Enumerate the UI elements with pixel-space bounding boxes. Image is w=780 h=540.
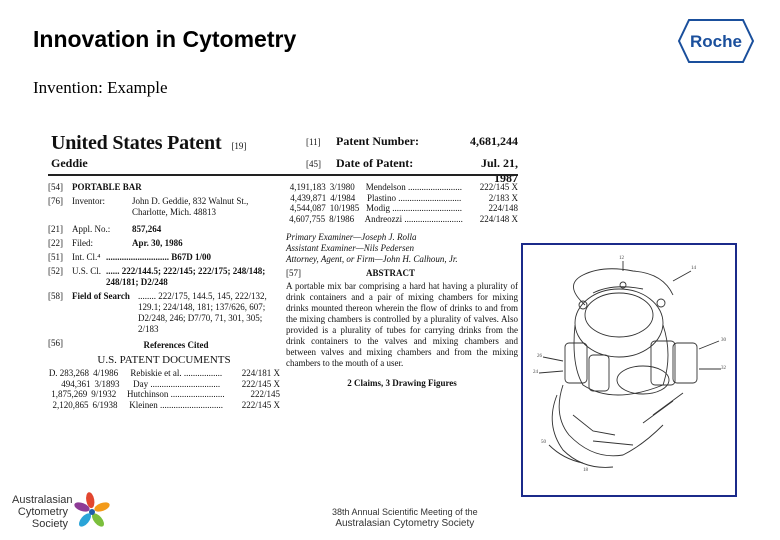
reference-cell: 222/145 X — [241, 399, 280, 410]
reference-cell: 4,191,183 — [289, 182, 326, 192]
svg-text:12: 12 — [619, 256, 624, 261]
field-code: [51] — [48, 252, 63, 262]
patent-date-code: [45] — [306, 159, 321, 169]
reference-cell: 8/1986 — [329, 213, 355, 224]
reference-cell: 4,544,087 — [289, 203, 326, 213]
slide-subtitle: Invention: Example — [33, 78, 168, 97]
society-name — [12, 494, 73, 530]
society-line: Society — [31, 518, 68, 530]
patent-left-column — [48, 182, 280, 410]
svg-text:26: 26 — [537, 354, 542, 359]
field-value: John D. Geddie, 832 Walnut St., Charlotte, Mich. 48813 — [132, 196, 249, 217]
attorney: Attorney, Agent, or Firm—John H. Calhoun, Jr. — [286, 254, 458, 264]
abstract-code: [57] — [286, 268, 301, 278]
reference-cell: 222/145 X — [241, 378, 280, 389]
patent-number-code: [11] — [306, 137, 321, 147]
field-value: Apr. 30, 1986 — [132, 238, 183, 248]
svg-text:18: 18 — [583, 468, 588, 473]
reference-cell: 222/145 — [250, 389, 280, 399]
reference-cell: 2,120,865 — [52, 399, 89, 410]
references-list-right — [286, 182, 518, 224]
reference-cell: 10/1985 — [329, 203, 360, 213]
patent-field — [48, 238, 280, 249]
patent-field — [48, 224, 280, 235]
patent-field — [48, 266, 280, 288]
patent-inventor-surname: Geddie — [51, 156, 88, 170]
field-code: [21] — [48, 224, 63, 234]
svg-text:30: 30 — [721, 338, 726, 343]
patent-field — [48, 252, 280, 263]
patent-refs-head — [48, 338, 280, 351]
field-label: Int. Cl.⁴ — [72, 252, 101, 262]
field-code: [52] — [48, 266, 63, 276]
meeting-caption — [332, 506, 478, 530]
patent-field — [48, 196, 280, 218]
svg-text:32: 32 — [721, 366, 726, 371]
patent-field — [48, 182, 280, 193]
field-code: [58] — [48, 291, 63, 301]
reference-cell: Day ............................... — [133, 378, 221, 389]
primary-examiner: Primary Examiner—Joseph J. Rolla — [286, 232, 417, 242]
reference-row — [48, 368, 280, 379]
examiners — [286, 232, 518, 265]
reference-cell: D. 283,268 — [48, 368, 90, 378]
reference-row — [286, 193, 518, 204]
patent-date-value: Jul. 21, 1987 — [480, 156, 518, 185]
reference-row — [286, 214, 518, 225]
reference-cell: 494,361 — [61, 378, 91, 389]
patent-date-label: Date of Patent: — [336, 156, 414, 170]
reference-cell: 224/148 — [488, 203, 518, 213]
reference-cell: Andreozzi .......................... — [364, 213, 463, 224]
field-value: ........ 222/175, 144.5, 145, 222/132, 129.1; 224/148, 181; 137/626, 607; D2/248, 246; D7/70, 71, 301, 305; 2/183 — [138, 291, 267, 334]
svg-text:14: 14 — [691, 266, 696, 271]
field-code: [54] — [48, 182, 63, 192]
reference-cell: Kleinen ............................ — [129, 399, 223, 410]
abstract-title: ABSTRACT — [366, 268, 416, 278]
field-code: [22] — [48, 238, 63, 248]
svg-text:Roche: Roche — [690, 32, 742, 51]
patent-country: United States Patent — [51, 132, 222, 154]
patent-number-value: 4,681,244 — [470, 134, 518, 148]
reference-cell: 224/181 X — [241, 368, 280, 378]
reference-cell: 9/1932 — [91, 389, 117, 399]
field-value: ...... 222/144.5; 222/145; 222/175; 248/148; 248/181; D2/248 — [106, 266, 266, 287]
svg-text:50: 50 — [541, 440, 546, 445]
field-label: U.S. Cl. — [72, 266, 102, 276]
reference-cell: 222/145 X — [479, 182, 518, 192]
reference-cell: Mendelson ........................ — [365, 182, 463, 192]
reference-row — [48, 400, 280, 411]
reference-cell: 4,607,755 — [289, 213, 326, 224]
field-title: PORTABLE BAR — [72, 182, 142, 192]
field-label: Filed: — [72, 238, 94, 248]
reference-cell: 3/1980 — [329, 182, 355, 192]
field-label: Field of Search — [72, 291, 130, 301]
reference-row — [286, 182, 518, 193]
reference-cell: 3/1893 — [94, 378, 120, 389]
field-value: 857,264 — [132, 224, 162, 234]
reference-cell: 6/1938 — [92, 399, 118, 410]
reference-cell: 2/183 X — [488, 192, 518, 203]
abstract-text: A portable mix bar comprising a hard hat having a plurality of drink containers and a pair of mixing chambers for mixing drinks mounted thereon wherein the flow of drinks to and from the mixing chambers is controlled by a plurality of valves. Also provided is a plurality of tubes for carrying drinks from the drink containers to the valves and mixing chambers and between valves and mixing chambers and from the mixing chambers to the mouth of a user. — [286, 281, 518, 368]
reference-row — [48, 389, 280, 400]
patent-image — [48, 130, 518, 410]
patent-number-label: Patent Number: — [336, 134, 419, 148]
reference-row — [286, 203, 518, 214]
references-title: References Cited — [143, 340, 209, 350]
reference-cell: Rebiskie et al. ................. — [130, 368, 223, 378]
reference-cell: Modig ............................... — [365, 203, 462, 213]
reference-cell: 4,439,871 — [290, 192, 327, 203]
meeting-line: Australasian Cytometry Society — [335, 518, 475, 529]
field-value: ............................ B67D 1/00 — [106, 252, 212, 262]
portable-bar-drawing — [523, 245, 735, 495]
meeting-line: 38th Annual Scientific Meeting of the — [332, 507, 478, 517]
assistant-examiner: Assistant Examiner—Nils Pedersen — [286, 243, 414, 253]
field-label: Appl. No.: — [72, 224, 111, 234]
reference-cell: 4/1986 — [93, 368, 119, 378]
us-patent-documents-heading: U.S. PATENT DOCUMENTS — [97, 354, 231, 366]
patent-drawing-figure — [521, 243, 737, 497]
abstract-heading — [286, 268, 518, 278]
references-list-left — [48, 368, 280, 410]
reference-row — [48, 379, 280, 390]
patent-divider — [48, 174, 518, 176]
field-code: [76] — [48, 196, 63, 206]
field-code: [56] — [48, 338, 63, 348]
reference-cell: 4/1984 — [330, 192, 356, 203]
reference-cell: 224/148 X — [479, 213, 518, 224]
svg-text:24: 24 — [533, 370, 538, 375]
patent-country-code: [19] — [231, 141, 247, 151]
society-line: Australasian — [12, 494, 73, 506]
claims-summary: 2 Claims, 3 Drawing Figures — [347, 378, 457, 388]
reference-cell: Plastino ............................ — [366, 192, 462, 203]
field-label: Inventor: — [72, 196, 105, 206]
patent-right-column — [286, 182, 518, 388]
patent-header-left — [51, 132, 246, 155]
roche-logo — [677, 18, 755, 64]
patent-field — [48, 291, 280, 335]
society-line: Cytometry — [17, 506, 68, 518]
reference-cell: 1,875,269 — [51, 389, 88, 399]
reference-cell: Hutchinson ........................ — [126, 389, 225, 399]
slide-title: Innovation in Cytometry — [33, 26, 297, 52]
